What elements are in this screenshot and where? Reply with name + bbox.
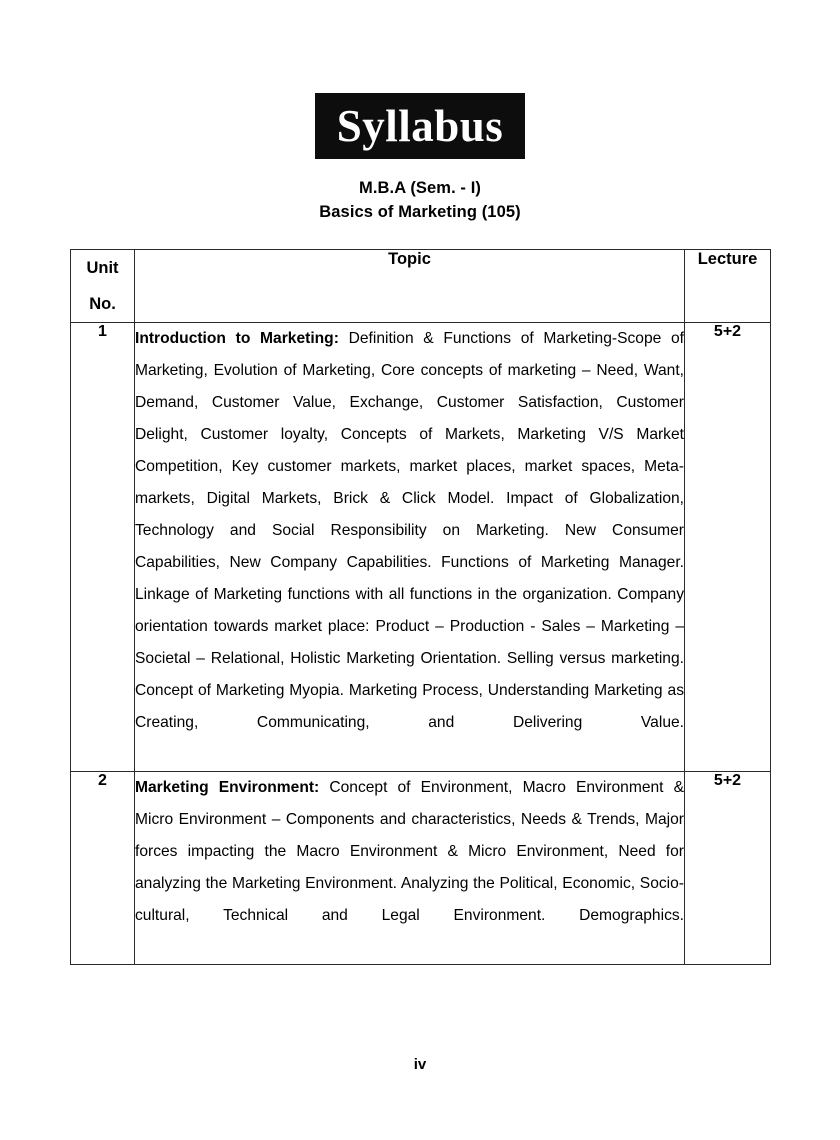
unit-topic-text <box>135 323 684 771</box>
subtitle-block <box>0 176 840 224</box>
unit-topic-description: Definition & Functions of Marketing-Scope of Marketing, Evolution of Marketing, Core concepts of marketing – Need, Want, Demand, Customer Value, Exchange, Customer Satisfaction, Customer Delight, Customer loyalty, Concepts of Markets, Marketing V/S Market Competition, Key customer markets, market places, market spaces, Meta-markets, Digital Markets, Brick & Click Model. Impact of Globalization, Technology and Social Responsibility on Marketing. New Consumer Capabilities, New Company Capabilities. Functions of Marketing Manager. Linkage of Marketing functions with all functions in the organization. Company orientation towards market place: Product – Production - Sales – Marketing –Societal – Relational, Holistic Marketing Orientation. Selling versus marketing. Concept of Marketing Myopia. Marketing Process, Understanding Marketing as Creating, Communicating, and Delivering Value. <box>135 330 684 731</box>
table-row <box>71 772 771 965</box>
syllabus-table <box>70 249 771 965</box>
unit-lecture-hours: 5+2 <box>685 323 771 772</box>
unit-topic-heading: Introduction to Marketing: <box>135 330 339 347</box>
unit-number: 2 <box>71 772 135 965</box>
subtitle-course: Basics of Marketing (105) <box>319 203 521 221</box>
unit-lecture-hours: 5+2 <box>685 772 771 965</box>
column-header-unit-line2: No. <box>89 295 116 313</box>
unit-topic-cell <box>135 323 685 772</box>
unit-number: 1 <box>71 323 135 772</box>
table-row <box>71 323 771 772</box>
column-header-topic: Topic <box>135 250 685 323</box>
column-header-unit-no <box>71 250 135 323</box>
page-number: iv <box>413 1056 427 1073</box>
unit-topic-text <box>135 772 684 964</box>
unit-topic-cell <box>135 772 685 965</box>
subtitle-program: M.B.A (Sem. - I) <box>359 179 481 197</box>
page-title: Syllabus <box>315 93 526 159</box>
unit-topic-heading: Marketing Environment: <box>135 779 320 796</box>
title-block <box>0 93 840 159</box>
unit-topic-description: Concept of Environment, Macro Environment & Micro Environment – Components and characteristics, Needs & Trends, Major forces impacting the Macro Environment & Micro Environment, Need for analyzing the Marketing Environment. Analyzing the Political, Economic, Socio-cultural, Technical and Legal Environment. Demographics. <box>135 779 685 924</box>
column-header-unit-line1: Unit <box>86 259 119 277</box>
column-header-lecture: Lecture <box>685 250 771 323</box>
table-header-row <box>71 250 771 323</box>
